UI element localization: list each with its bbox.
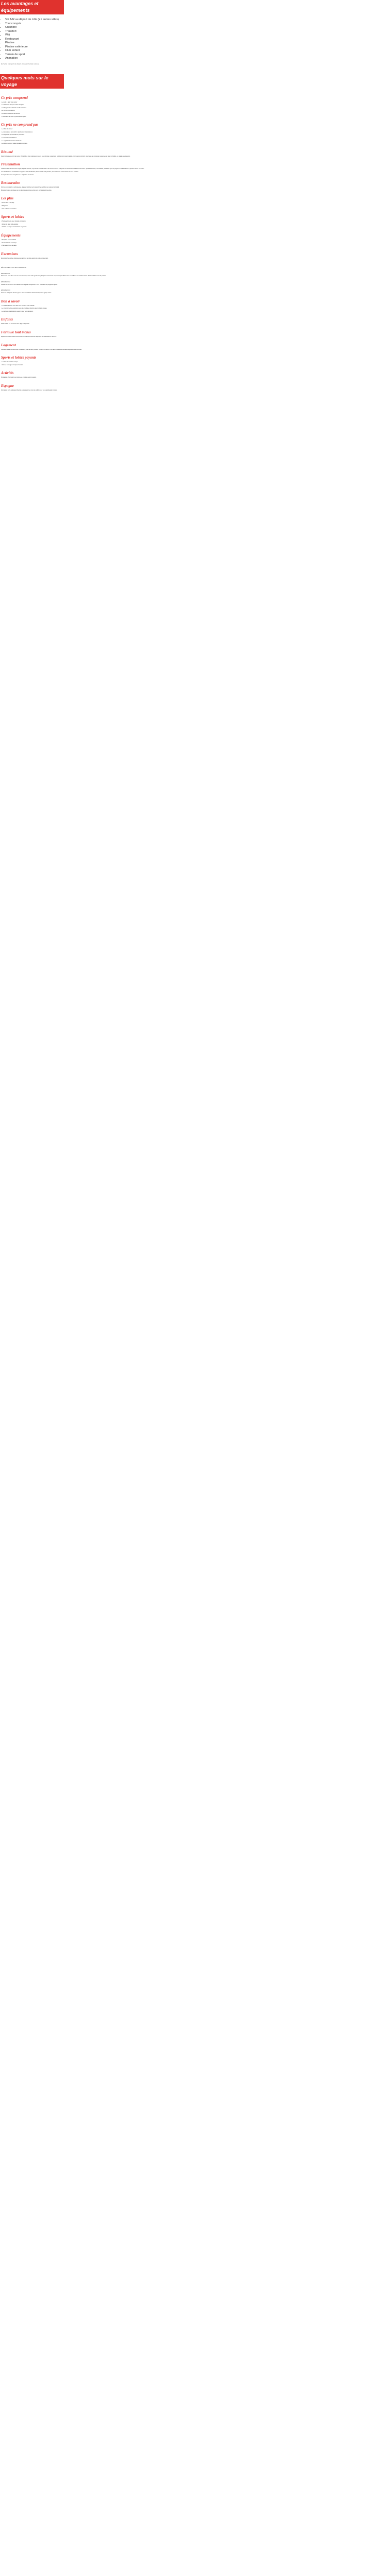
section-paragraph: - Les taxes de séjour locales payables sur place	[1, 143, 27, 145]
advantage-item: ▪ Tout compris	[5, 22, 156, 26]
section-paragraph: - Les taxes aéroport et de sécurité	[1, 113, 20, 115]
section-title: Bon à savoir	[1, 299, 20, 303]
section-paragraph: - Le supplément chambre individuelle	[1, 140, 22, 142]
section-paragraph: - Le programme des excursions peut être modifié en fonction des conditions locales.	[1, 308, 47, 310]
advantage-item: ▪ Chambre	[5, 26, 156, 30]
advantage-item: ▪ Vol A/R au départ de Lille (+1 autres villes)	[5, 18, 156, 22]
section-title: Enfants	[1, 317, 13, 322]
section-title: Espagne	[1, 384, 14, 388]
section-paragraph: Boissons locales alcoolisées et non alcoolisées servies au bar selon les horaires d'ouverture.	[1, 189, 52, 191]
section-title: Équipements	[1, 233, 21, 238]
section-paragraph: - Les dépenses personnelles et pourboires	[1, 134, 25, 136]
section-title: Sports et loisirs	[1, 215, 24, 219]
section-paragraph: Excursions facultatives proposées et payables sur place auprès de notre représentant.	[1, 257, 48, 259]
section-paragraph: Chambre double standard avec climatisation, salle de bain privative, télévision et balcon ou terrasse. Chambres familiales disponibles sur demande.	[1, 348, 82, 350]
section-paragraph: - Soins et massages à l'espace bien-être	[1, 364, 24, 366]
section-title: Logement	[1, 343, 16, 347]
advantage-item: ▪ Piscine	[5, 41, 156, 45]
advantages-content	[0, 14, 157, 65]
section-paragraph: - Les activités et animations peuvent varier selon la saison.	[1, 310, 34, 312]
advantage-item: ▪ Terrain de sport	[5, 53, 156, 57]
section-paragraph: - Les assurances (annulation, rapatriement et assistance)	[1, 131, 32, 133]
section-paragraph: - L'assistance de notre représentant sur place	[1, 115, 26, 117]
section-paragraph: Un espace bien-être est également à disposition des clients.	[1, 174, 34, 176]
section-paragraph: - Les excursions facultatives	[1, 137, 17, 139]
section-title: Présentation	[1, 162, 20, 167]
section-paragraph: - Réception ouverte 24h/24	[1, 239, 16, 241]
advantage-item: ▪ Piscine extérieure	[5, 45, 156, 49]
section-paragraph: Formule tout compris : petit-déjeuner, déjeuner et dîner servis sous forme de buffet au restaurant principal.	[1, 187, 59, 189]
excursion-name: EXCURSION 2	[1, 281, 10, 283]
section-paragraph: Formalités : carte nationale d'identité ou passeport en cours de validité pour les ressortissants français.	[1, 389, 58, 392]
section-paragraph: - Les informations de cette fiche sont données à titre indicatif.	[1, 304, 35, 307]
advantages-title: Les avantages et équipements	[0, 0, 64, 14]
advantage-item: ▪ Wifi	[5, 33, 156, 38]
excursion-name: EXCURSION 3	[1, 290, 10, 292]
excursion-text: Visite des villages de l'arrière-pays et de leurs traditions artisanales. Déjeuner typique inclus.	[1, 292, 52, 294]
advantage-item: ▪ Animation	[5, 57, 156, 61]
section-title: Sports et loisirs payants	[1, 355, 37, 360]
excursion-text: Découverte de la ville et de son centre historique avec visite guidée des principaux monuments. Temps libre pour flâner dans les ruelles et les marchés locaux. Retour à l'hôtel en fin de journée.	[1, 275, 106, 277]
section-paragraph: - Activités aquatiques et animations en journée	[1, 226, 27, 228]
section-paragraph: - La formule tout compris	[1, 110, 15, 112]
section-paragraph: - Club enfants et animations	[1, 208, 17, 210]
section-title: Les plus	[1, 196, 13, 201]
about-title: Quelques mots sur le voyage	[0, 74, 64, 89]
advantage-item: ▪ Transfert	[5, 30, 156, 34]
section-title: Excursions	[1, 251, 18, 256]
advantage-item: ▪ Restaurant	[5, 38, 156, 42]
excursion-name: EXCURSION 1	[1, 273, 10, 275]
section-paragraph: - Les vols à l'aller et au retour	[1, 101, 18, 103]
section-title: Résumé	[1, 149, 13, 154]
section-title: Ce prix comprend	[1, 95, 28, 100]
section-paragraph: Séjour balnéaire au bord de la mer. Profitez d'un hôtel entièrement équipé avec piscines, restaurants, activités pour toute la famille et formule tout compris. Idéal pour des vacances reposantes au soleil en famille, en couple ou entre amis.	[1, 155, 131, 157]
section-paragraph: L'hôtel est situé au bord d'une longue plage de sable fin, à proximité du centre-ville et de ses commerces. Il dispose de nombreuses installations de loisirs : piscine extérieure, club enfants, terrains de sport et programme d'animations en journée comme en soirée.	[1, 168, 144, 170]
section-paragraph: Les chambres sont confortables et équipées de la climatisation, d'une salle de bain privative, d'une télévision et d'un balcon ou d'une terrasse.	[1, 171, 79, 173]
section-paragraph: - Location de matériel nautique	[1, 361, 18, 363]
section-paragraph: Programme d'animations en journée et en soirée selon la saison.	[1, 377, 37, 379]
advantage-item: ▪ Club enfant	[5, 49, 156, 53]
section-title: Formule tout inclus	[1, 330, 31, 335]
section-paragraph: - L'hébergement en chambre double standard	[1, 107, 26, 109]
section-paragraph: - Prêt de serviettes de plage	[1, 245, 17, 247]
excursion-text: Journée en mer à bord d'un bateau avec baignade et déjeuner à bord. Possibilité de plongée en apnée.	[1, 283, 58, 285]
section-paragraph: - Wifi gratuit	[1, 205, 8, 207]
section-paragraph: Repas et boissons locales inclus selon les horaires d'ouverture des points de restauration et des bars.	[1, 336, 57, 338]
section-title: Activités	[1, 371, 14, 376]
section-paragraph: - Terrain de sport multi-activités	[1, 223, 19, 225]
section-paragraph: - Piscine extérieure avec transats et parasols	[1, 221, 26, 223]
section-paragraph: - Accès direct à la plage	[1, 202, 14, 204]
section-title: Ce prix ne comprend pas	[1, 123, 38, 127]
section-paragraph: Tarifs enfants sur demande selon l'âge et la période.	[1, 323, 30, 325]
advantages-list	[1, 18, 156, 61]
page	[0, 0, 391, 392]
section-paragraph: - Restaurant, bar et boutique	[1, 242, 17, 244]
advantages-note: (1) Selon l'aéroport de départ et suivant la date retenue.	[1, 62, 40, 65]
section-title: Restauration	[1, 181, 21, 185]
section-paragraph: - Les transferts aéroport / hôtel / aéroport	[1, 104, 24, 106]
excursions-title: DÉCOUVERTE & EXCURSIONS	[1, 266, 26, 269]
section-paragraph: - Les frais de dossier	[1, 128, 13, 130]
about-content	[0, 89, 157, 392]
